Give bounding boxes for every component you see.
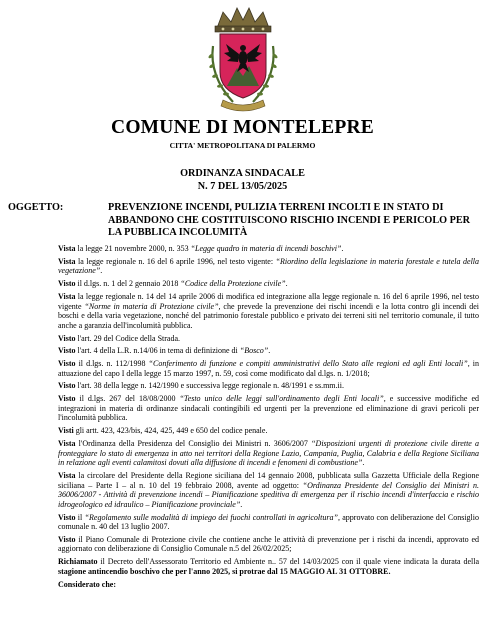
paragraph: Visto il “Regolamento sulle modalità di impiego dei fuochi controllati in agricoltura”, approvato con deliberazione del Consiglio comunale n. 40 del 13 luglio 2007. [58,512,480,532]
subject-text: PREVENZIONE INCENDI, PULIZIA TERRENI INCOLTI E IN STATO DI ABBANDONO CHE COSTITUISCONO RISCHIO INCENDI E PERICOLO PER LA PUBBLICA INCOLUMITÀ [108,202,470,238]
paragraph: Visto l'art. 38 della legge n. 142/1990 e successiva legge regionale n. 48/1991 e ss.mm.ii. [58,381,344,391]
paragraph: Visti gli artt. 423, 423/bis, 424, 425, 449 e 650 del codice penale. [58,426,268,436]
paragraph: Visto il Piano Comunale di Protezione civile che contiene anche le attività di prevenzione per i rischi da incendi, approvato ed aggiornato con deliberazione di Consiglio Comunale n.5 del 26/02/2025; [58,534,479,554]
paragraph: Vista la circolare del Presidente della Regione siciliana del 14 gennaio 2008, pubblicata sulla Gazzetta Ufficiale della Regione siciliana – Parte I – al n. 10 del 19 febbraio 2008, avente ad oggetto: “Ordinanza Presidente del Consiglio dei Ministri n. 36006/2007 - Attività di prevenzione incendi – Pianificazione speditiva di emergenza per il rischio incendi d'interfaccia e rischio idrogeologico ed idraulico – Pianificazione provinciale”. [58,470,480,509]
paragraph: Vista l'Ordinanza della Presidenza del Consiglio dei Ministri n. 3606/2007 “Disposizioni urgenti di protezione civile dirette a fronteggiare lo stato di emergenza in atto nei territori della Regione Lazio, Campania, Puglia, Calabria e della Regione Siciliana in relazione agli eventi calamitosi dovuti alla diffusione di incendi e fenomeni di combustione”. [58,438,480,468]
considerato-heading: Considerato che: [58,579,116,589]
coat-of-arms-icon [193,6,293,114]
paragraph: Visto il d.lgs. n. 1 del 2 gennaio 2018 “Codice della Protezione civile”. [58,279,288,289]
paragraph: Visto l'art. 4 della L.R. n.14/06 in tema di definizione di “Bosco”. [58,346,271,356]
ordinance-type: ORDINANZA SINDACALE [180,168,305,179]
metro-city-subtitle: CITTA' METROPOLITANA DI PALERMO [169,141,316,150]
ordinance-number: N. 7 DEL 13/05/2025 [197,181,288,192]
paragraph: Visto l'art. 29 del Codice della Strada. [58,333,181,343]
paragraph: Vista la legge regionale n. 16 del 6 aprile 1996, nel testo vigente: “Riordino della legislazione in materia forestale e tutela della vegetazione”. [58,256,480,276]
subject-label: OGGETTO: [8,202,64,213]
paragraph: Vista la legge regionale n. 14 del 14 aprile 2006 di modifica ed integrazione alla legge regionale n. 16 del 6 aprile 1996, nel testo vigente “Norme in materia di Protezione civile”, che prevede la prevenzione dei rischi incendi e la lotta contro gli incendi dei boschi e della varia vegetazione, nonché del patrimonio forestale pubblico e privato dei terreni siti nel territorio comunale, il tutto anche a garanzia dell'incolumità pubblica. [58,291,480,330]
comune-title: COMUNE DI MONTELEPRE [111,117,374,138]
paragraph: Vista la legge 21 novembre 2000, n. 353 “Legge quadro in materia di incendi boschivi”. [58,244,344,253]
paragraph: Visto il d.lgs. n. 112/1998 “Conferimento di funzione e compiti amministrativi dello Stato alle regioni ed agli Enti locali”, in attuazione del capo I della legge 15 marzo 1997, n. 59, così come modificato dal d.lgs. n. 1/2018; [58,359,479,378]
paragraph: Visto il d.lgs. 267 del 18/08/2000 “Testo unico delle leggi sull'ordinamento degli Enti locali”, e successive modifiche ed integrazioni in materia di ordinanze sindacali contingibili ed urgenti per la prevenzione ed eliminazione di gravi pericoli per l'incolumità pubblica. [58,394,479,423]
ordinance-heading [0,167,485,193]
ordinance-body [58,244,479,592]
richiamato-paragraph: Richiamato il Decreto dell'Assessorato Territorio ed Ambiente n.. 57 del 14/03/2025 con il quale viene indicata la durata della stagione antincendio boschivo che per l'anno 2025, si protrae dal 15 MAGGIO AL 31 OTTOBRE. [58,557,479,576]
